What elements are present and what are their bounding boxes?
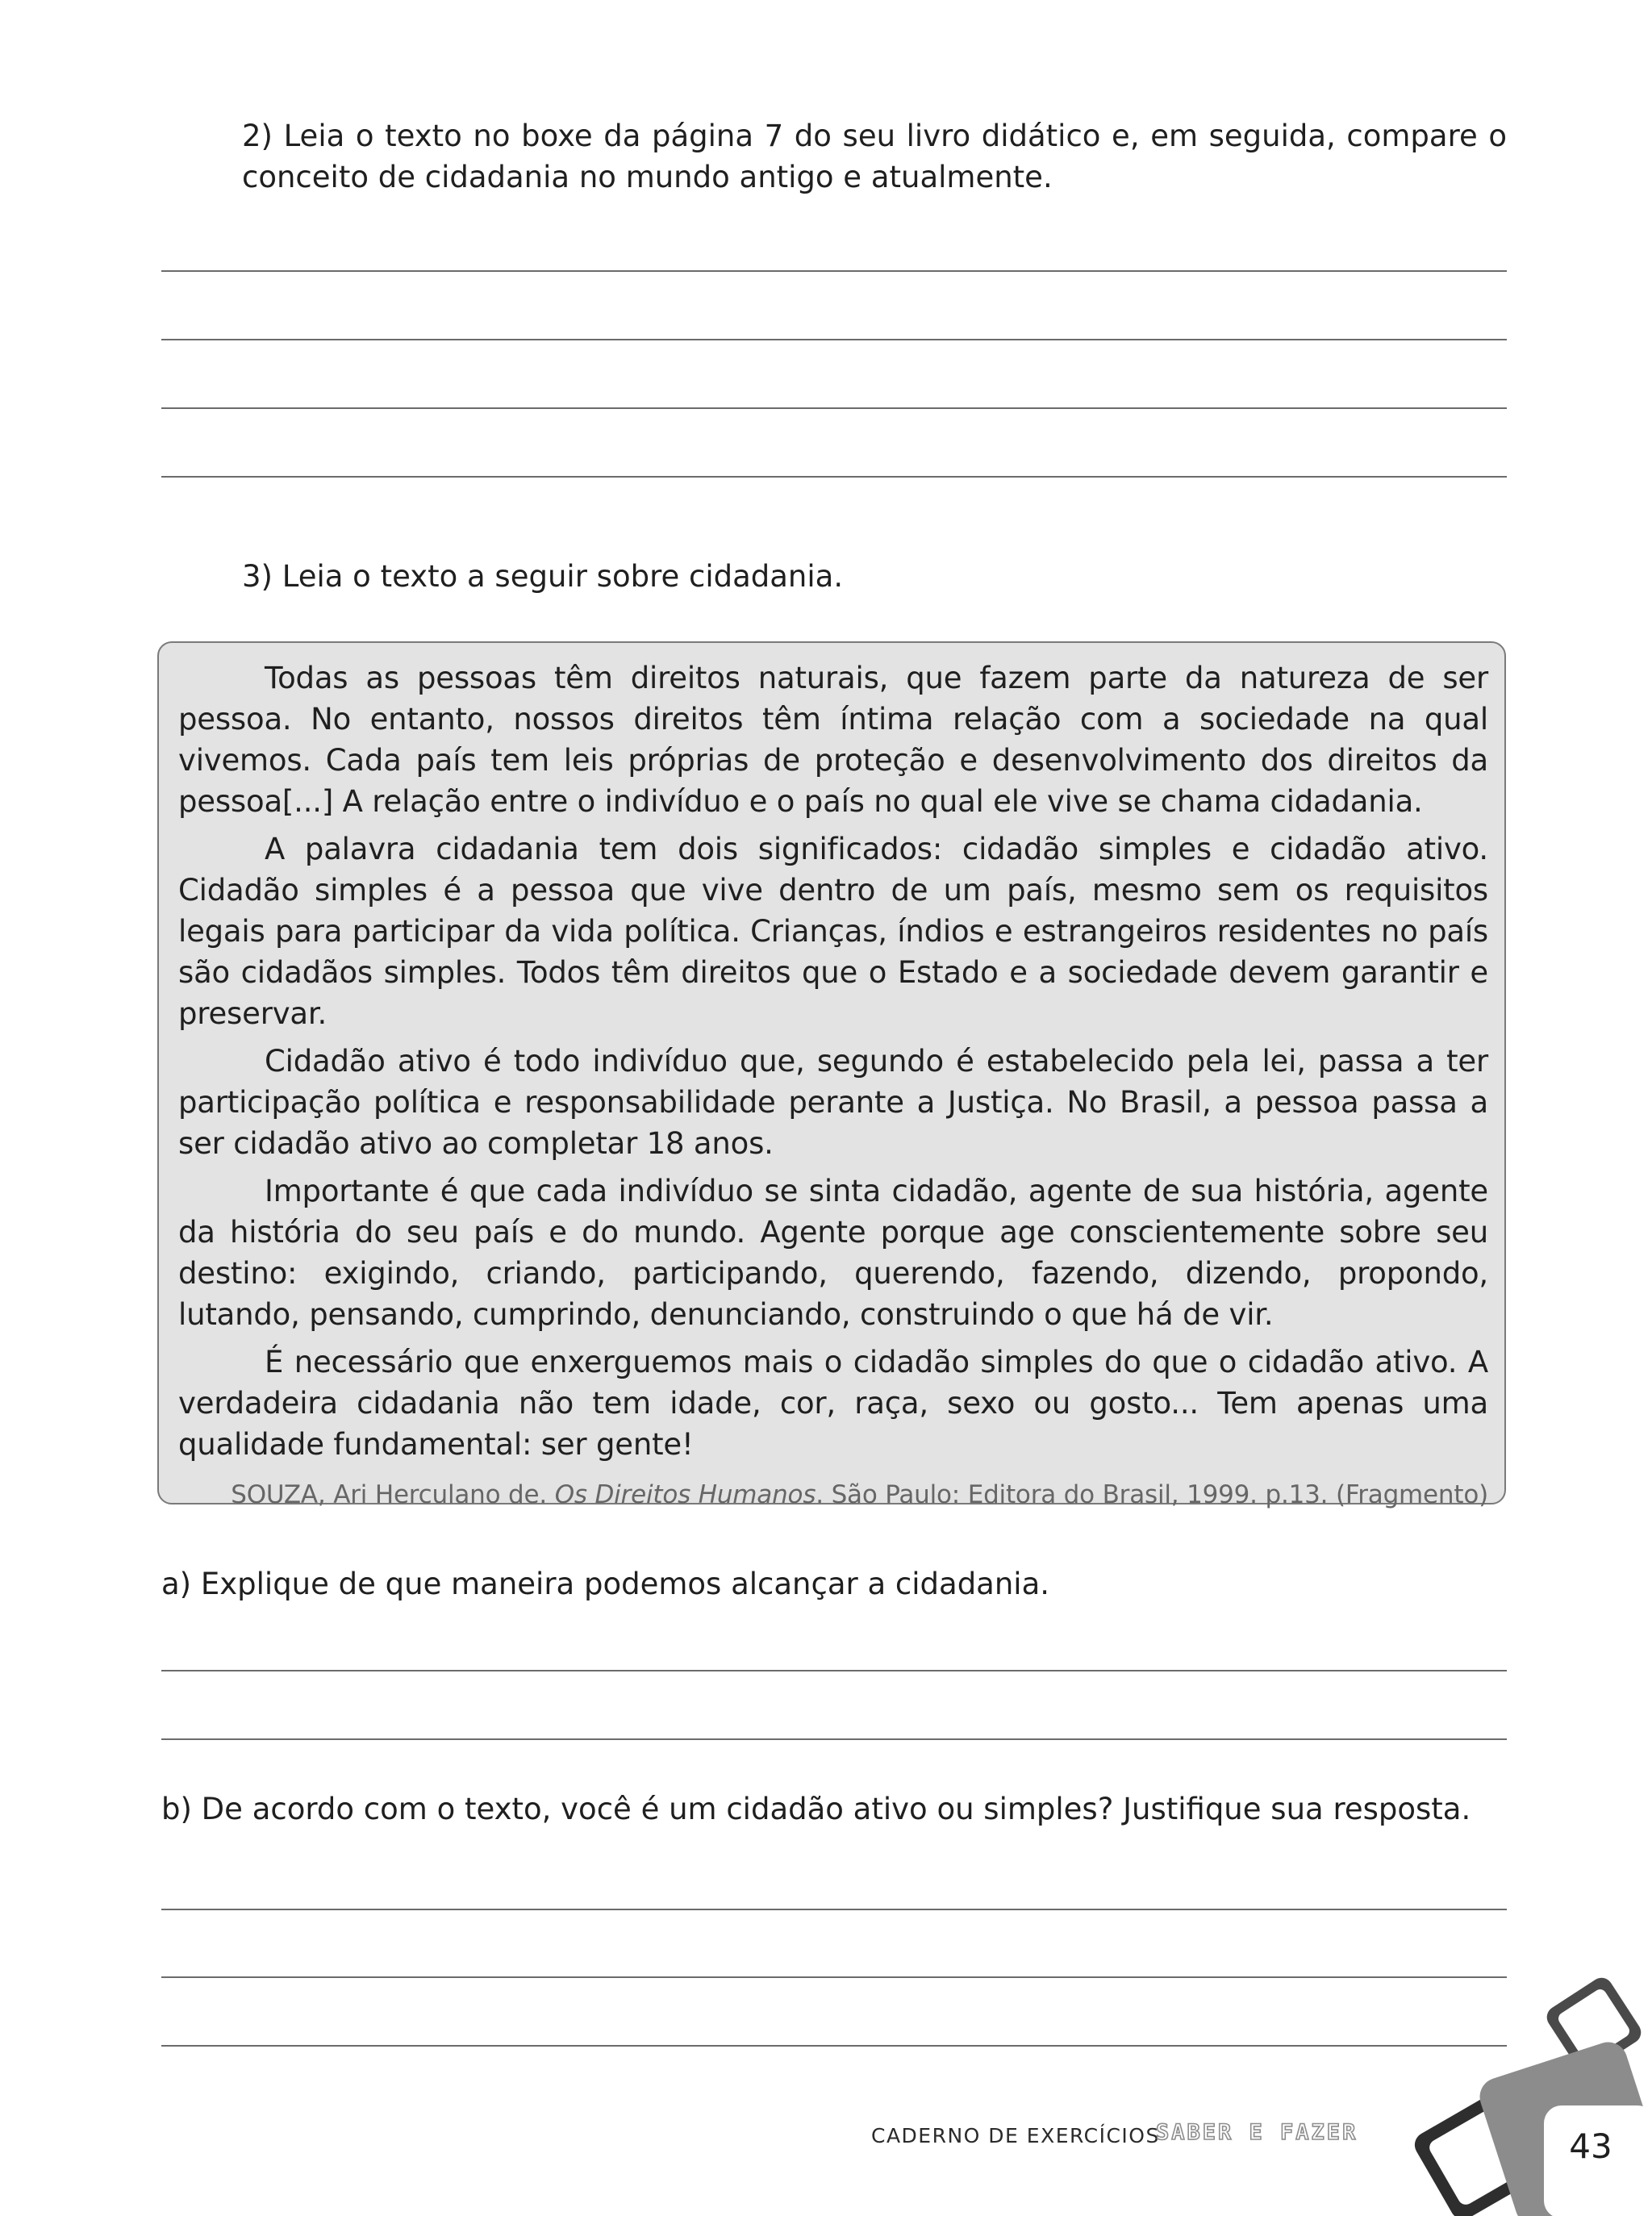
answer-line[interactable] (161, 1976, 1507, 1978)
citation-author: SOUZA, Ari Herculano de. (231, 1480, 548, 1509)
answer-line[interactable] (161, 407, 1507, 409)
question-b: b) De acordo com o texto, você é um cidadão ativo ou simples? Justifique sua resposta. (161, 1792, 1471, 1826)
box-paragraph: Todas as pessoas têm direitos naturais, que fazem parte da natureza de ser pessoa. No entanto, nossos direitos têm íntima relação com a sociedade na qual vivemos. Cada país tem leis próprias de proteção e desenvolvimento dos direitos da pessoa[...] A relação entre o indivíduo e o país no qual ele vive se chama cidadania. (178, 661, 1488, 819)
squares-decoration-icon (1395, 1976, 1652, 2216)
box-paragraph: É necessário que enxerguemos mais o cidadão simples do que o cidadão ativo. A verdadeira cidadania não tem idade, cor, raça, sexo ou gosto... Tem apenas uma qualidade fundamental: ser gente! (178, 1345, 1488, 1462)
citation-title: Os Direitos Humanos (554, 1480, 816, 1509)
answer-line[interactable] (161, 1909, 1507, 1910)
box-paragraph: A palavra cidadania tem dois significados: cidadão simples e cidadão ativo. Cidadão simples é a pessoa que vive dentro de um país, mesmo sem os requisitos legais para participar da vida política. Crianças, índios e estrangeiros residentes no país são cidadãos simples. Todos têm direitos que o Estado e a sociedade devem garantir e preservar. (178, 832, 1488, 1031)
answer-line[interactable] (161, 1738, 1507, 1740)
answer-line[interactable] (161, 270, 1507, 272)
citation (178, 1476, 1488, 1513)
footer-label: CADERNO DE EXERCÍCIOS (871, 2124, 1160, 2147)
box-paragraph: Importante é que cada indivíduo se sinta cidadão, agente de sua história, agente da história do seu país e do mundo. Agente porque age conscientemente sobre seu destino: exigindo, criando, participando, querendo, fazendo, dizendo, propondo, lutando, pensando, cumprindo, denunciando, construindo o que há de vir. (178, 1174, 1488, 1332)
answer-line[interactable] (161, 476, 1507, 478)
page-number: 43 (1569, 2126, 1612, 2166)
answer-line[interactable] (161, 339, 1507, 340)
citation-details: . São Paulo: Editora do Brasil, 1999. p.13. (Fragmento) (816, 1480, 1488, 1509)
box-paragraph: Cidadão ativo é todo indivíduo que, segundo é estabelecido pela lei, passa a ter participação política e responsabilidade perante a Justiça. No Brasil, a pessoa passa a ser cidadão ativo ao completar 18 anos. (178, 1044, 1488, 1161)
footer-brand-logo: SABER E FAZER (1156, 2120, 1358, 2145)
answer-line[interactable] (161, 1670, 1507, 1671)
question-3: 3) Leia o texto a seguir sobre cidadania. (242, 559, 844, 594)
reading-box (157, 641, 1506, 1509)
answer-line[interactable] (161, 2045, 1507, 2047)
question-a: a) Explique de que maneira podemos alcançar a cidadania. (161, 1567, 1050, 1601)
question-2: 2) Leia o texto no boxe da página 7 do seu livro didático e, em seguida, compare o conceito de cidadania no mundo antigo e atualmente. (242, 119, 1507, 194)
